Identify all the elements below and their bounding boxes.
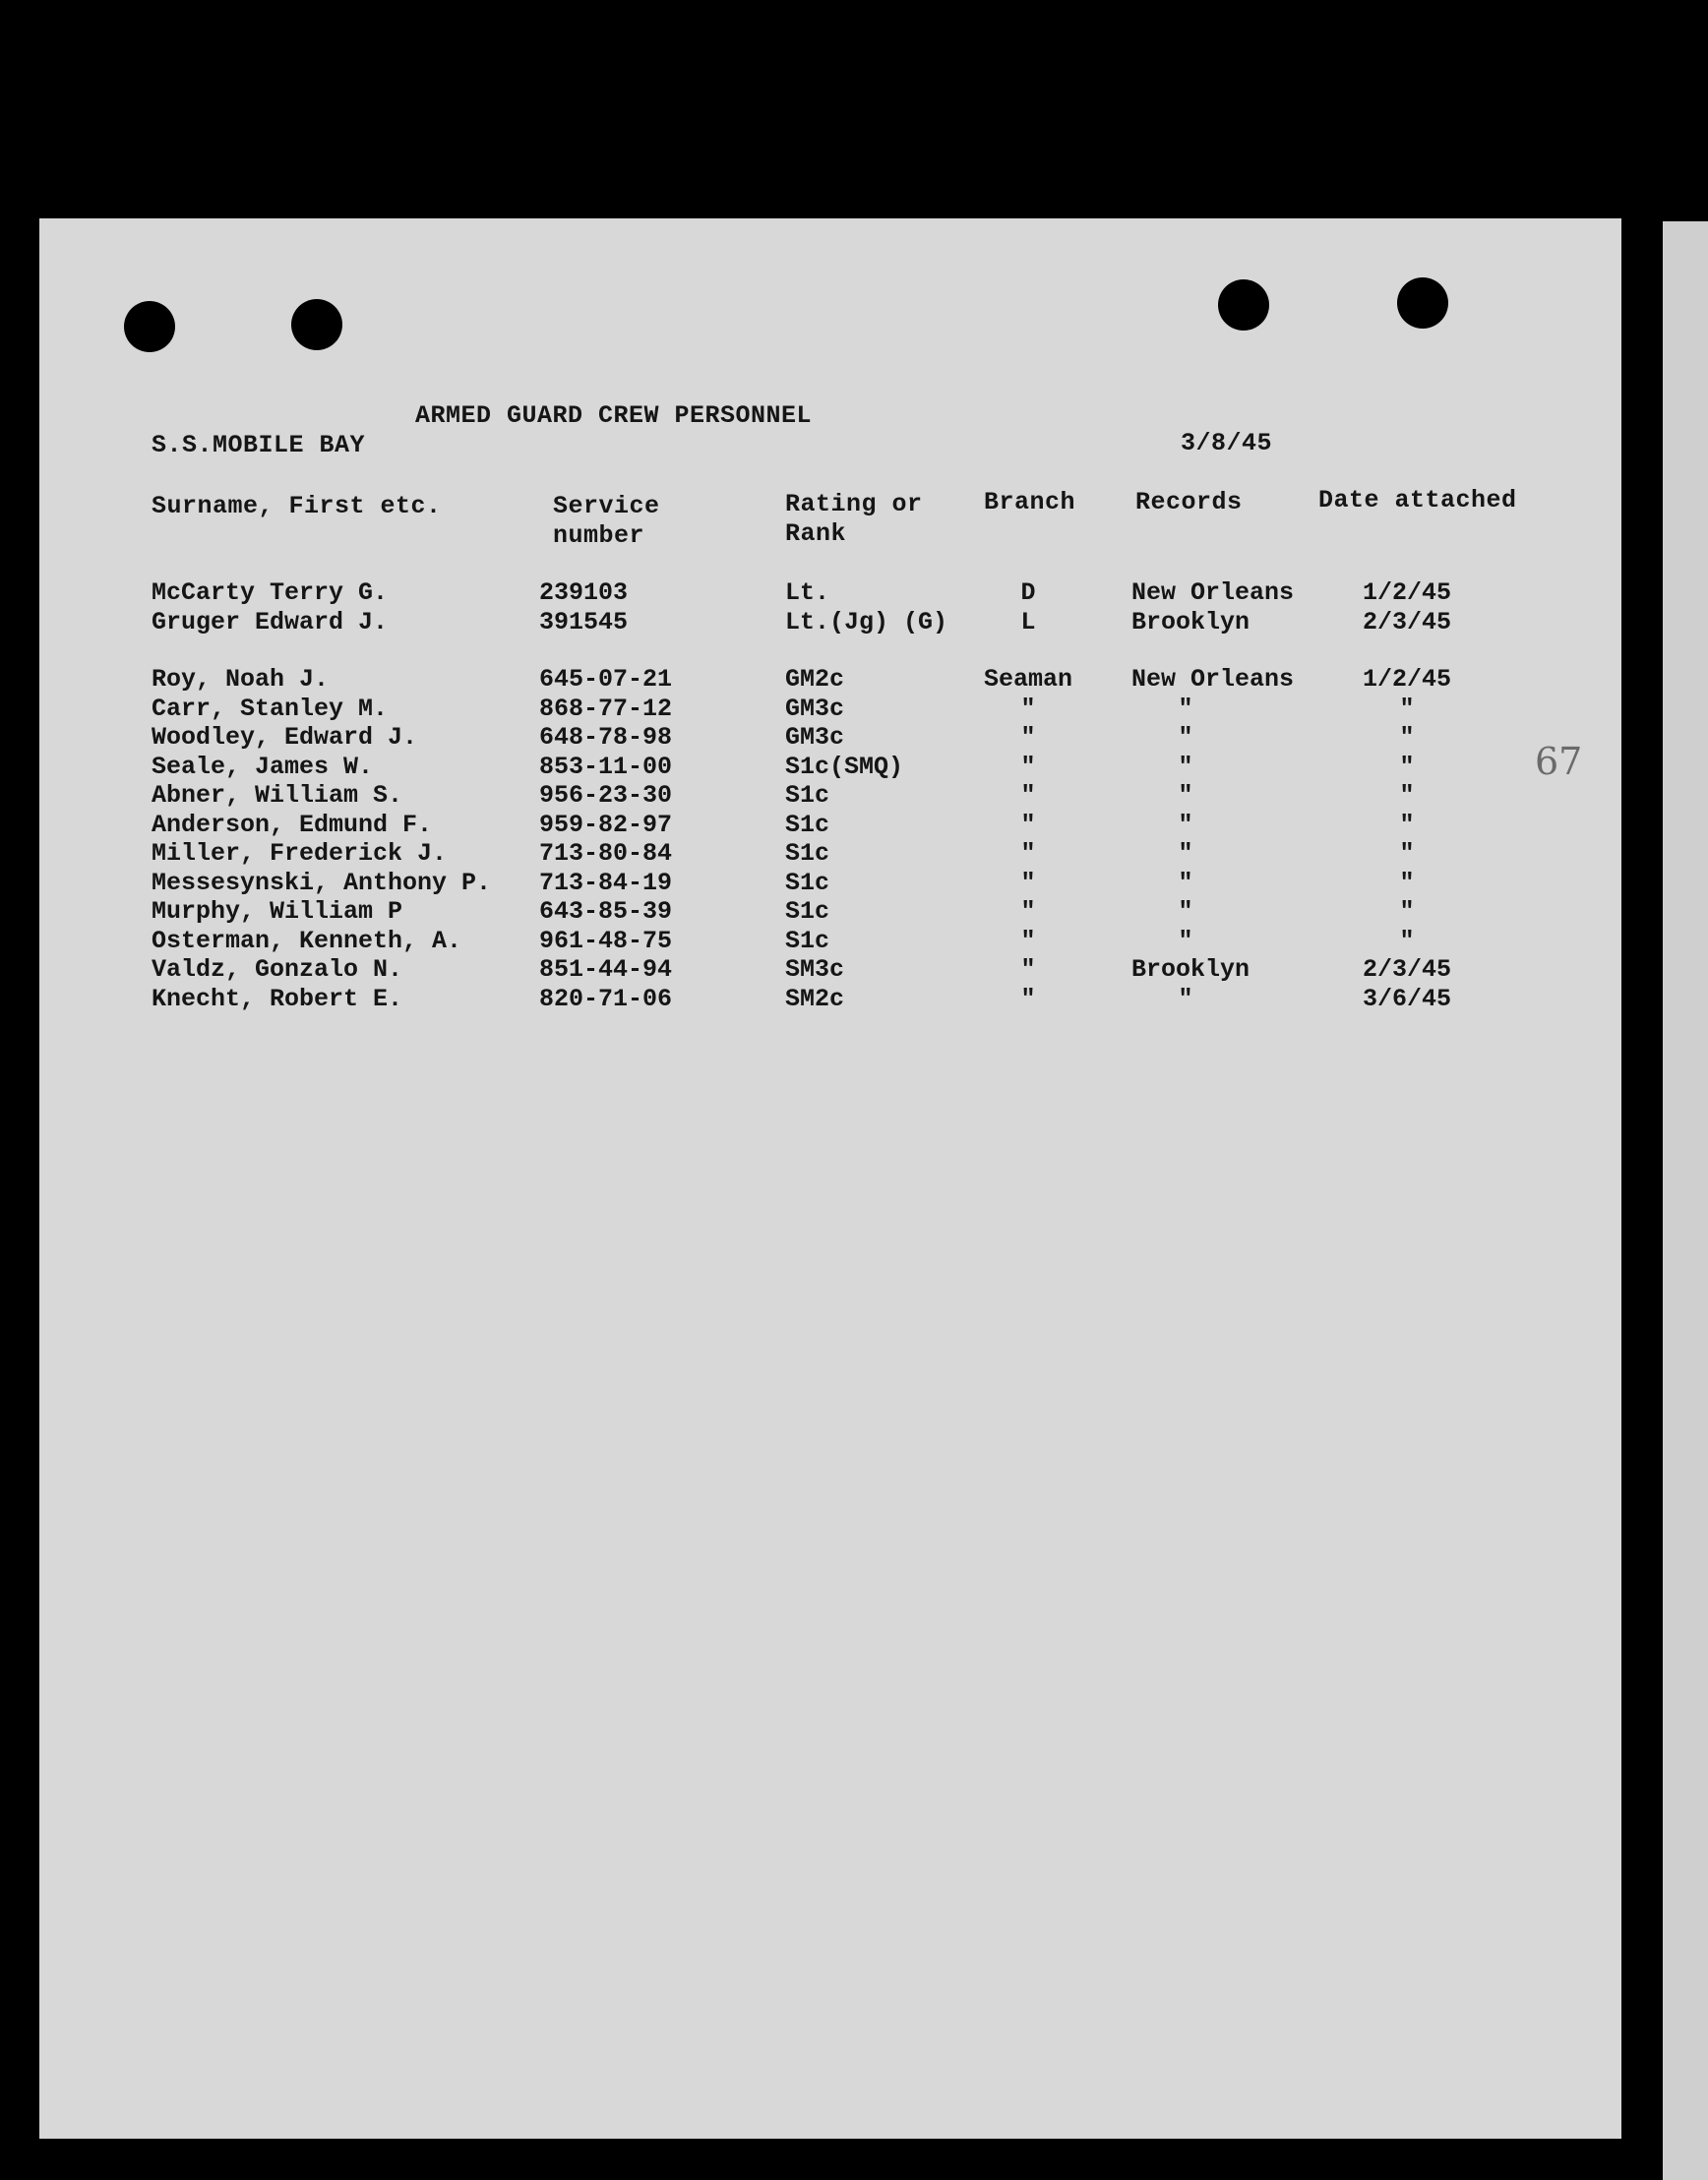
- cell-name: McCarty Terry G.: [152, 578, 389, 607]
- cell-branch: ": [1020, 926, 1036, 955]
- cell-date: 2/3/45: [1362, 955, 1451, 984]
- cell-rating: S1c: [785, 839, 830, 868]
- cell-name: Murphy, William P: [152, 897, 403, 926]
- cell-branch: ": [1020, 694, 1036, 723]
- punch-hole: [1218, 279, 1269, 331]
- cell-branch: D: [1020, 578, 1036, 607]
- table-row: [39, 955, 1621, 985]
- document-title: ARMED GUARD CREW PERSONNEL: [415, 401, 813, 430]
- cell-date: ": [1399, 926, 1415, 955]
- cell-records: ": [1178, 810, 1193, 839]
- cell-branch: ": [1020, 839, 1036, 868]
- ship-name: S.S.MOBILE BAY: [152, 431, 366, 459]
- cell-date: ": [1399, 839, 1415, 868]
- table-row: [39, 578, 1621, 608]
- punch-hole: [291, 299, 342, 350]
- cell-records: ": [1178, 839, 1193, 868]
- cell-branch: ": [1020, 955, 1036, 984]
- cell-name: Messesynski, Anthony P.: [152, 868, 492, 897]
- table-row: [39, 897, 1621, 927]
- table-row: [39, 927, 1621, 956]
- cell-records: ": [1178, 926, 1193, 955]
- cell-records: ": [1178, 723, 1193, 752]
- cell-records: ": [1178, 781, 1193, 810]
- cell-service: 643-85-39: [539, 897, 673, 926]
- table-row: [39, 723, 1621, 753]
- cell-branch: ": [1020, 810, 1036, 839]
- cell-name: Carr, Stanley M.: [152, 694, 389, 723]
- column-header-name: Surname, First etc.: [152, 492, 442, 520]
- column-header-branch: Branch: [984, 488, 1076, 516]
- table-row: [39, 665, 1621, 695]
- cell-date: 3/6/45: [1362, 984, 1451, 1013]
- cell-name: Valdz, Gonzalo N.: [152, 955, 403, 984]
- punch-hole: [1397, 277, 1448, 329]
- cell-records: ": [1178, 752, 1193, 781]
- cell-records: ": [1178, 868, 1193, 897]
- cell-rating: SM2c: [785, 984, 845, 1013]
- cell-service: 820-71-06: [539, 984, 673, 1013]
- cell-date: 1/2/45: [1362, 578, 1451, 607]
- table-row: [39, 608, 1621, 637]
- cell-branch: L: [1020, 608, 1036, 636]
- cell-rating: S1c(SMQ): [785, 752, 904, 781]
- cell-service: 713-80-84: [539, 839, 673, 868]
- cell-name: Seale, James W.: [152, 752, 374, 781]
- cell-service: 868-77-12: [539, 694, 673, 723]
- cell-date: ": [1399, 781, 1415, 810]
- cell-name: Gruger Edward J.: [152, 608, 389, 636]
- column-header-service: Service number: [553, 492, 660, 550]
- cell-rating: S1c: [785, 926, 830, 955]
- document-date: 3/8/45: [1181, 429, 1273, 457]
- column-header-records: Records: [1135, 488, 1243, 516]
- cell-date: ": [1399, 752, 1415, 781]
- cell-service: 853-11-00: [539, 752, 673, 781]
- cell-service: 956-23-30: [539, 781, 673, 810]
- cell-records: ": [1178, 984, 1193, 1013]
- cell-rating: S1c: [785, 810, 830, 839]
- cell-service: 391545: [539, 608, 629, 636]
- cell-records: ": [1178, 897, 1193, 926]
- cell-service: 959-82-97: [539, 810, 673, 839]
- cell-records: Brooklyn: [1131, 955, 1250, 984]
- table-row: [39, 753, 1621, 782]
- cell-service: 713-84-19: [539, 868, 673, 897]
- cell-branch: ": [1020, 781, 1036, 810]
- page-number-mark: 67: [1535, 740, 1583, 783]
- cell-service: 961-48-75: [539, 926, 673, 955]
- document-page: [39, 218, 1621, 2139]
- cell-date: ": [1399, 694, 1415, 723]
- cell-records: Brooklyn: [1131, 608, 1250, 636]
- cell-branch: ": [1020, 752, 1036, 781]
- punch-hole: [124, 301, 175, 352]
- table-row: [39, 695, 1621, 724]
- cell-service: 645-07-21: [539, 665, 673, 694]
- cell-branch: Seaman: [983, 665, 1072, 694]
- cell-date: ": [1399, 810, 1415, 839]
- cell-rating: SM3c: [785, 955, 845, 984]
- cell-name: Anderson, Edmund F.: [152, 810, 433, 839]
- cell-service: 851-44-94: [539, 955, 673, 984]
- cell-date: ": [1399, 897, 1415, 926]
- table-row: [39, 985, 1621, 1014]
- cell-rating: S1c: [785, 781, 830, 810]
- cell-name: Abner, William S.: [152, 781, 403, 810]
- cell-rating: Lt.: [785, 578, 830, 607]
- cell-branch: ": [1020, 868, 1036, 897]
- cell-service: 239103: [539, 578, 629, 607]
- cell-rating: S1c: [785, 897, 830, 926]
- column-header-date-attached: Date attached: [1318, 486, 1517, 515]
- cell-records: New Orleans: [1131, 665, 1295, 694]
- cell-name: Osterman, Kenneth, A.: [152, 926, 462, 955]
- cell-date: ": [1399, 868, 1415, 897]
- column-header-rating: Rating or Rank: [785, 490, 923, 548]
- cell-rating: GM2c: [785, 665, 845, 694]
- table-row: [39, 869, 1621, 898]
- cell-name: Roy, Noah J.: [152, 665, 330, 694]
- cell-service: 648-78-98: [539, 723, 673, 752]
- cell-name: Miller, Frederick J.: [152, 839, 448, 868]
- cell-rating: Lt.(Jg) (G): [785, 608, 948, 636]
- table-row: [39, 811, 1621, 840]
- cell-records: ": [1178, 694, 1193, 723]
- cell-name: Knecht, Robert E.: [152, 984, 403, 1013]
- cell-date: ": [1399, 723, 1415, 752]
- cell-rating: GM3c: [785, 723, 845, 752]
- cell-date: 1/2/45: [1362, 665, 1451, 694]
- cell-name: Woodley, Edward J.: [152, 723, 418, 752]
- adjacent-page-edge: [1663, 221, 1708, 2180]
- cell-branch: ": [1020, 984, 1036, 1013]
- cell-branch: ": [1020, 897, 1036, 926]
- cell-rating: S1c: [785, 868, 830, 897]
- cell-date: 2/3/45: [1362, 608, 1451, 636]
- cell-branch: ": [1020, 723, 1036, 752]
- cell-records: New Orleans: [1131, 578, 1295, 607]
- cell-rating: GM3c: [785, 694, 845, 723]
- table-row: [39, 781, 1621, 811]
- table-row: [39, 839, 1621, 869]
